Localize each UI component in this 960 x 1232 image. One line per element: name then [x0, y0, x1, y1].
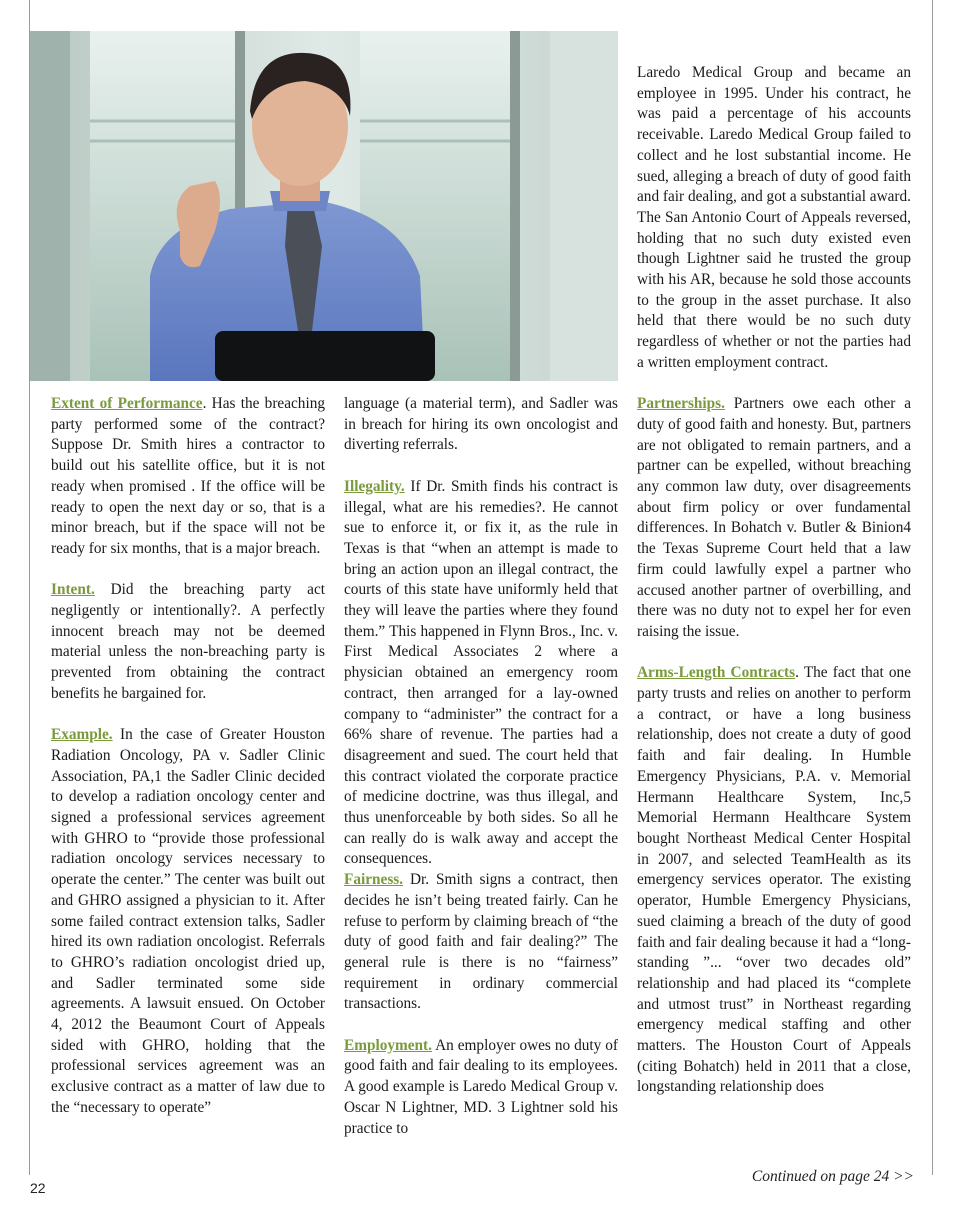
- heading-example: Example.: [51, 726, 113, 744]
- heading-illegality: Illegality.: [344, 477, 405, 495]
- right-page-rule: [932, 0, 933, 1175]
- paragraph-illegality: Illegality. If Dr. Smith finds his contract is illegal, what are his remedies?. He cannot sue to enforce it, or fix it, as the rule in Texas is that “when an attempt is made to bring an action upon an illegal contract, the courts of this state have uniformly held that they will leave the parties where they found them.” This happened in Flynn Bros., Inc. v. First Medical Associates 2 where a physician obtained an emergency room contract, then arranged for a lay-owned company to “administer” the contract for a 66% share of revenue. The parties had a disagreement and sued. The court held that this contract violated the corporate practice of medicine doctrine, was thus illegal, and thus unenforceable by both sides. So all he can really do is walk away and accept the consequences.: [344, 477, 618, 868]
- businessman-photo: [30, 31, 618, 381]
- heading-partnerships: Partnerships.: [637, 395, 725, 413]
- heading-extent-of-performance: Extent of Performance: [51, 395, 203, 412]
- paragraph-fairness: Fairness. Dr. Smith signs a contract, then decides he isn’t being treated fairly. Can he refuse to perform by claiming breach of “the duty of good faith and fair dealing?” The general rule is there is no “fairness” requirement in ordinary commercial transactions.: [344, 871, 618, 1013]
- text-column-2: [344, 394, 618, 1139]
- paragraph-intent: Intent. Did the breaching party act negligently or intentionally?. A perfectly innocent breach may not be deemed material unless the non-breaching party is prevented from obtaining the contract benefits he bargained for.: [51, 581, 325, 702]
- paragraph-partnerships: Partnerships. Partners owe each other a duty of good faith and honesty. But, partners are not obligated to remain partners, and a partner can be expelled, without breaching any common law duty, over disagreements about firm policy or over fundamental differences. In Bohatch v. Butler & Binion4 the Texas Supreme Court held that a law firm could lawfully expel a partner who accused another partner of overbilling, and there was no duty not to expel her for even raising the issue.: [637, 395, 911, 640]
- paragraph-arms-length-contracts: Arms-Length Contracts. The fact that one party trusts and relies on another to perform a contract, or have a long business relationship, does not create a duty of good faith and fair dealing. In Humble Emergency Physicians, P.A. v. Memorial Hermann Healthcare System, Inc,5 Memorial Hermann Healthcare System bought Northeast Medical Center Hospital in 2007, and selected TeamHealth as its emergency services operator. The existing operator, Humble Emergency Physicians, sued claiming a breach of the duty of good faith and fair dealing because it had a “long-standing ”... “over two decades old” relationship and had placed its “complete and utmost trust” in Northeast regarding emergency medical staffing and other matters. The Houston Court of Appeals (citing Bohatch) held in 2011 that a close, longstanding relationship does: [637, 664, 911, 1096]
- paragraph-continued-language: language (a material term), and Sadler was in breach for hiring its own oncologist and diverting referrals.: [344, 395, 618, 454]
- paragraph-laredo-continued: Laredo Medical Group and became an employee in 1995. Under his contract, he was paid a percentage of his accounts receivable. Laredo Medical Group failed to collect and he lost substantial income. He sued, alleging a breach of duty of good faith and fair dealing, and got a substantial award. The San Antonio Court of Appeals reversed, holding that no such duty existed even though Lightner said he trusted the group with his AR, because he sold those accounts to the group in the asset purchase. It also held that there would be no such duty regardless of whether or not the parties had a written employment contract.: [637, 64, 911, 371]
- paragraph-extent-of-performance: Extent of Performance. Has the breaching party performed some of the contract? Suppose Dr. Smith hires a contractor to build out his satellite office, but it is not ready when promised . If the office will be ready to open the next day or so, that is a minor breach, but if the space will not be ready for six months, that is a major breach.: [51, 395, 325, 557]
- heading-intent: Intent.: [51, 581, 95, 599]
- heading-arms-length-contracts: Arms-Length Contracts: [637, 664, 796, 682]
- page-number: 22: [30, 1180, 46, 1196]
- heading-fairness: Fairness.: [344, 871, 404, 889]
- paragraph-employment: Employment. An employer owes no duty of good faith and fair dealing to its employees. A good example is Laredo Medical Group v. Oscar N Lightner, MD. 3 Lightner sold his practice to: [344, 1036, 618, 1137]
- paragraph-example: Example. In the case of Greater Houston Radiation Oncology, PA v. Sadler Clinic Association, PA,1 the Sadler Clinic decided to develop a radiation oncology center and signed a professional services agreement with GHRO to “provide those professional radiation oncology services necessary to operate the center.” The center was built out and GHRO assigned a physician to it. After some failed contract extension talks, Sadler hired its own radiation oncologist. Referrals to GHRO’s radiation oncologist dried up, and Sadler terminated some side agreements. A lawsuit ensued. On October 4, 2012 the Beaumont Court of Appeals sided with GHRO, holding that the professional services agreement was an exclusive contract as a matter of law due to the “necessary to operate”: [51, 726, 325, 1116]
- continued-link[interactable]: Continued on page 24 >>: [751, 1168, 914, 1185]
- text-column-1: [51, 394, 325, 1119]
- heading-employment: Employment.: [344, 1036, 432, 1054]
- text-column-3: [637, 63, 911, 1098]
